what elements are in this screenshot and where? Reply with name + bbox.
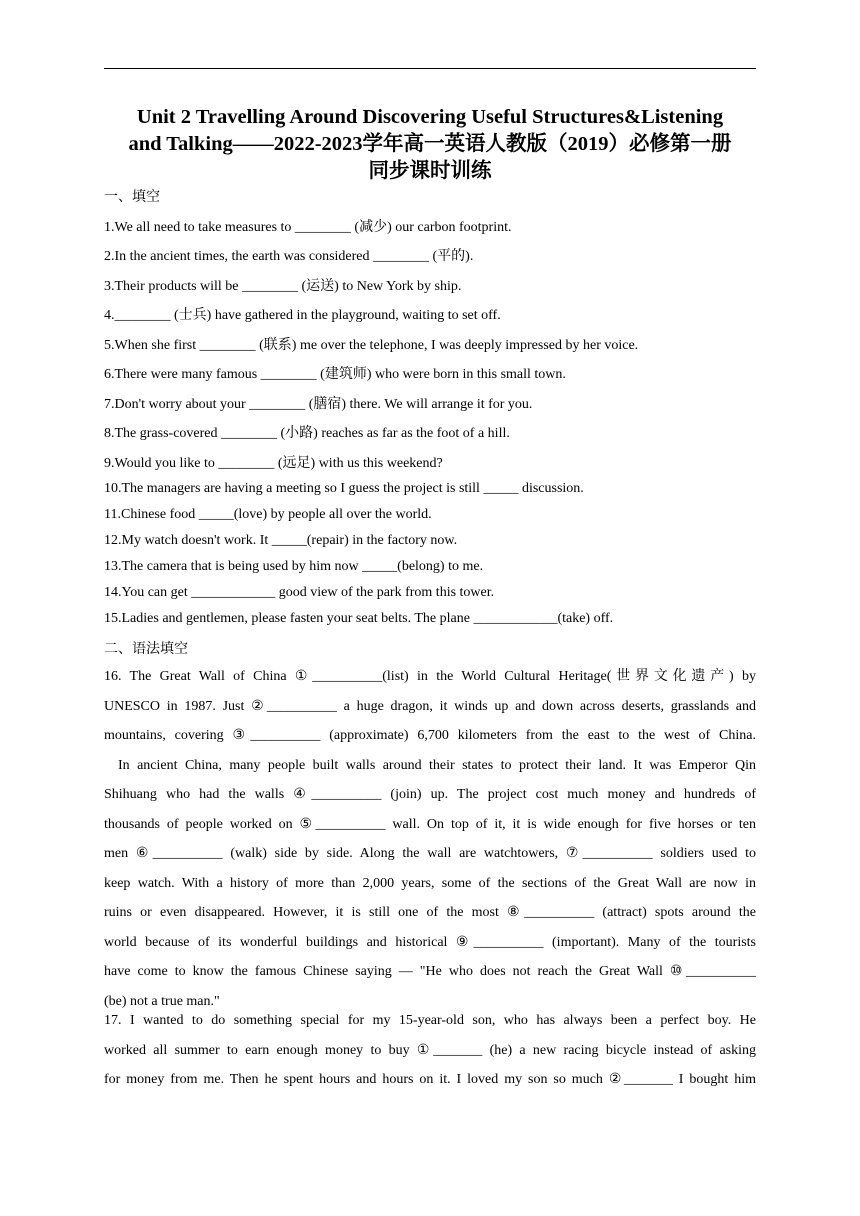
passage-line: men ⑥__________ (walk) side by side. Along the wall are watchtowers, ⑦__________ soldiers used to [104,846,756,861]
header-rule [104,68,756,69]
title-line: Unit 2 Travelling Around Discovering Useful Structures&Listening [136,106,724,128]
passage-line: mountains, covering ③__________ (approximate) 6,700 kilometers from the east to the west of China. [104,728,756,743]
passage-line: 16. The Great Wall of China ①__________(list) in the World Cultural Heritage(世界文化遗产) by [104,669,756,684]
passage-line: for money from me. Then he spent hours and hours on it. I loved my son so much ②_______ I bought him [104,1072,756,1087]
question-4: 4.________ (士兵) have gathered in the playground, waiting to set off. [104,308,501,323]
question-13: 13.The camera that is being used by him now _____(belong) to me. [104,559,484,574]
question-1: 1.We all need to take measures to ________ (减少) our carbon footprint. [104,220,512,235]
section-heading-grammar-fill: 二、语法填空 [104,642,188,657]
title-line: and Talking——2022-2023学年高一英语人教版（2019）必修第一册 [128,133,732,155]
question-11: 11.Chinese food _____(love) by people all over the world. [104,507,432,522]
passage-16 [104,662,756,1016]
passage-line: keep watch. With a history of more than 2,000 years, some of the sections of the Great Wall are now in [104,875,756,891]
passage-line: UNESCO in 1987. Just ②__________ a huge dragon, it winds up and down across deserts, grasslands and [104,698,756,714]
question-2: 2.In the ancient times, the earth was considered ________ (平的). [104,249,474,264]
question-5: 5.When she first ________ (联系) me over the telephone, I was deeply impressed by her voice. [104,338,639,353]
document-title [104,104,756,185]
passage-line: thousands of people worked on ⑤__________ wall. On top of it, it is wide enough for five horses or ten [104,816,756,832]
question-10: 10.The managers are having a meeting so I guess the project is still _____ discussion. [104,481,584,496]
passage-line: world because of its wonderful buildings and historical ⑨__________ (important). Many of the tourists [104,934,756,950]
passage-line: worked all summer to earn enough money to buy ①_______ (he) a new racing bicycle instead of asking [104,1042,756,1058]
question-15: 15.Ladies and gentlemen, please fasten your seat belts. The plane ____________(take) off. [104,611,614,626]
passage-line: (be) not a true man." [104,993,220,1009]
question-14: 14.You can get ____________ good view of the park from this tower. [104,585,495,600]
question-8: 8.The grass-covered ________ (小路) reaches as far as the foot of a hill. [104,426,510,441]
passage-line: In ancient China, many people built walls around their states to protect their land. It was Emperor Qin [118,757,756,773]
question-3: 3.Their products will be ________ (运送) to New York by ship. [104,279,462,294]
passage-line: ruins or even disappeared. However, it is still one of the most ⑧__________ (attract) spots around the [104,905,756,920]
passage-line: have come to know the famous Chinese saying — "He who does not reach the Great Wall ⑩__________ [104,964,756,979]
passage-17 [104,1006,756,1095]
question-6: 6.There were many famous ________ (建筑师) who were born in this small town. [104,367,566,382]
passage-line: 17. I wanted to do something special for my 15-year-old son, who has always been a perfect boy. He [104,1013,756,1028]
passage-line: Shihuang who had the walls ④__________ (join) up. The project cost much money and hundreds of [104,787,756,802]
question-7: 7.Don't worry about your ________ (膳宿) there. We will arrange it for you. [104,397,533,412]
title-line: 同步课时训练 [368,160,492,182]
section-heading-fill-blank: 一、填空 [104,190,160,205]
question-12: 12.My watch doesn't work. It _____(repair) in the factory now. [104,533,458,548]
question-9: 9.Would you like to ________ (远足) with us this weekend? [104,456,443,471]
